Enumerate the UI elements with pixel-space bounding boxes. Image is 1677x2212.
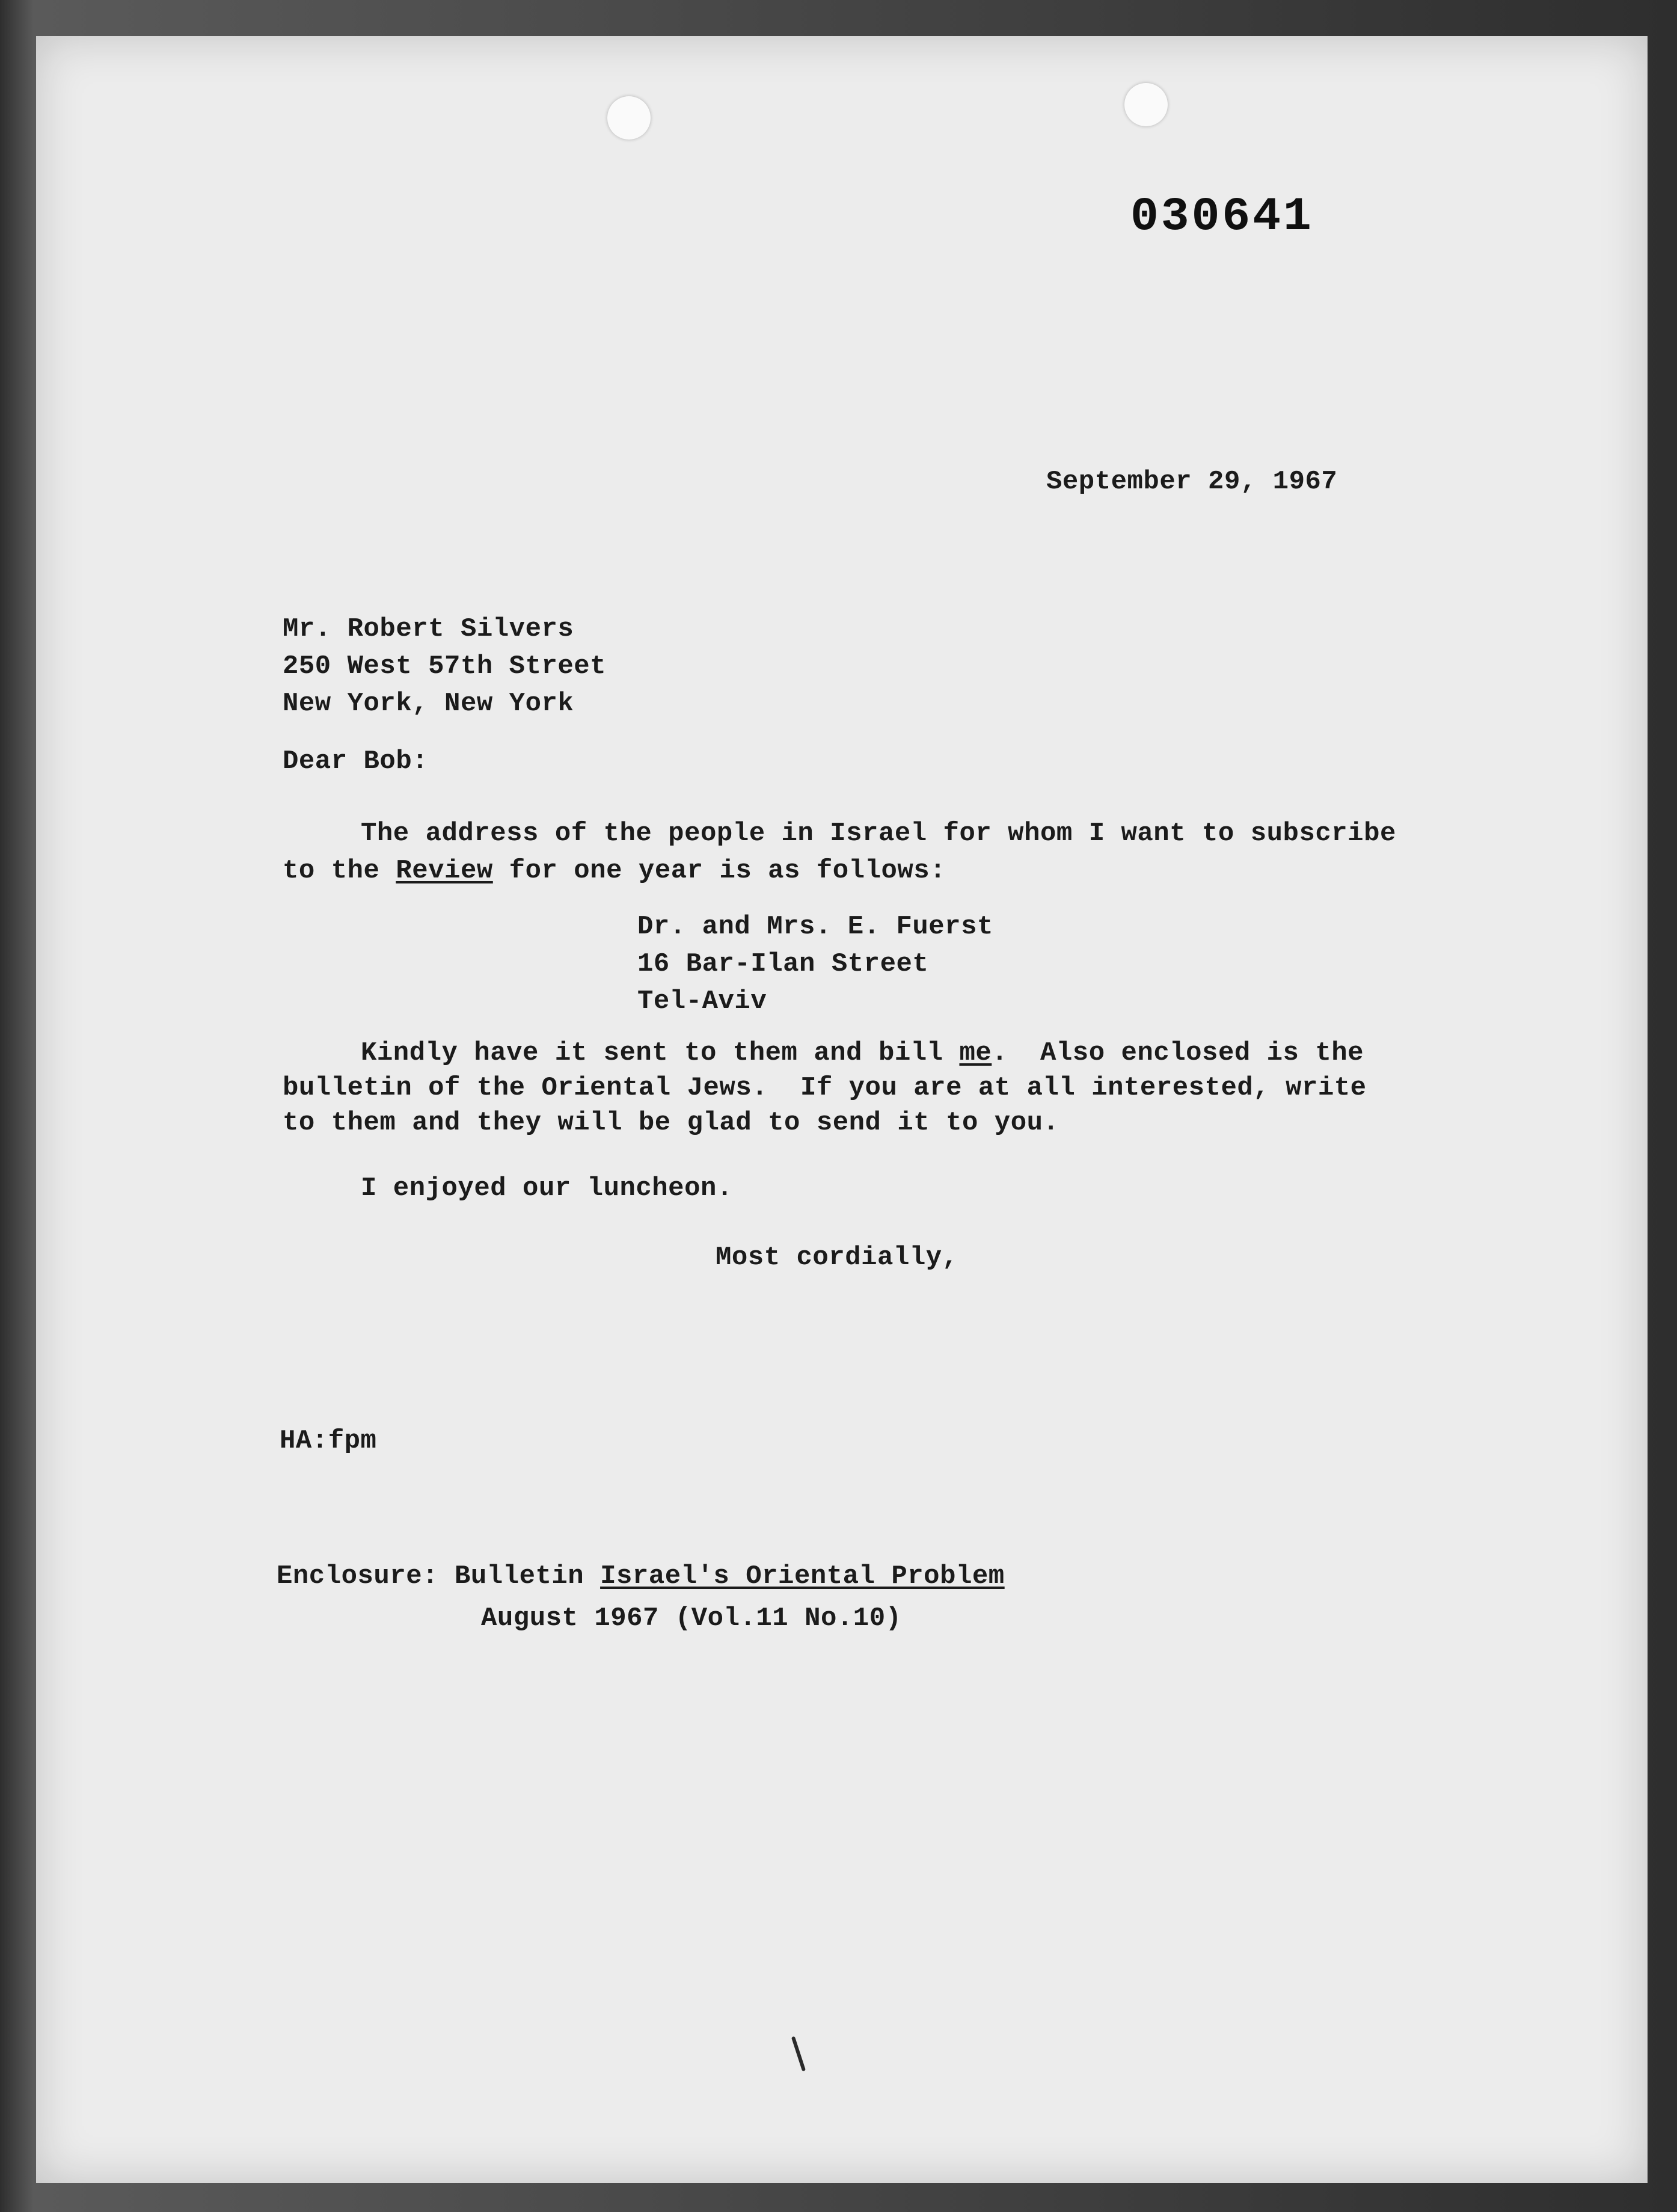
complimentary-closing: Most cordially, (716, 1243, 958, 1273)
recipient-street: 16 Bar-Ilan Street (637, 949, 929, 979)
paragraph-1-line-2 (283, 852, 1396, 889)
paragraph-2-line-1-start: Kindly have it sent to them and bill (361, 1038, 960, 1068)
recipient-address (637, 908, 993, 1020)
address-city: New York, New York (283, 689, 574, 719)
address-street: 250 West 57th Street (283, 651, 607, 681)
enclosure-line (277, 1558, 1005, 1595)
reference-initials: HA:fpm (280, 1426, 377, 1456)
review-title: Review (396, 856, 493, 886)
enclosure-title: Israel's Oriental Problem (600, 1561, 1005, 1591)
paragraph-luncheon: I enjoyed our luncheon. (361, 1173, 733, 1203)
bill-me-emphasis: me (959, 1038, 992, 1068)
enclosure-label: Enclosure: Bulletin (277, 1561, 601, 1591)
paragraph-subscription (283, 815, 1396, 889)
paragraph-2-line-2: bulletin of the Oriental Jews. If you are at all interested, write (283, 1073, 1367, 1103)
recipient-name: Dr. and Mrs. E. Fuerst (637, 912, 993, 942)
paragraph-billing (283, 1034, 1367, 1139)
address-name: Mr. Robert Silvers (283, 614, 574, 644)
punch-hole-left (607, 96, 651, 140)
paragraph-1-line-2-start: to the (283, 856, 396, 886)
paragraph-2-line-1-end: . Also enclosed is the (992, 1038, 1364, 1068)
letter-date: September 29, 1967 (1046, 467, 1338, 497)
paragraph-2-line-1 (283, 1034, 1367, 1069)
paragraph-2-line-3: to them and they will be glad to send it to you. (283, 1108, 1059, 1138)
document-number: 030641 (1130, 191, 1314, 244)
enclosure-issue: August 1967 (Vol.11 No.10) (481, 1603, 902, 1633)
punch-hole-right (1124, 83, 1168, 126)
paragraph-1-line-1: The address of the people in Israel for whom I want to subscribe (361, 819, 1396, 849)
inside-address (283, 610, 606, 722)
recipient-city: Tel-Aviv (637, 986, 767, 1016)
salutation: Dear Bob: (283, 746, 429, 776)
paragraph-1-line-2-end: for one year is as follows: (492, 856, 946, 886)
